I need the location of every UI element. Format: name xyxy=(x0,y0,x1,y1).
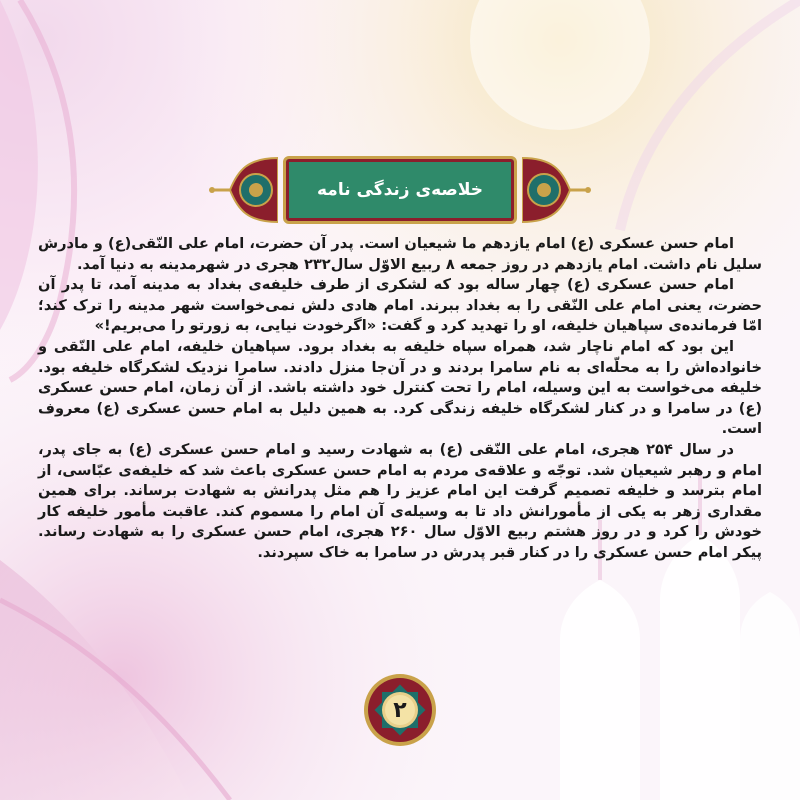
left-ornament-icon xyxy=(208,150,278,230)
right-ornament-icon xyxy=(522,150,592,230)
title-frame xyxy=(200,150,600,230)
paragraph: در سال ۲۵۴ هجری، امام علی النّقی (ع) به شهادت رسید و امام حسن عسکری (ع) به جای پدر، امام و رهبر شیعیان شد. توجّه و علاقه‌ی مردم به امام حسن عسکری باعث شد که خلیفه‌ی عبّاسی، از امام بترسد و خلیفه تصمیم گرفت این امام عزیز را هم مثل پدرانش به شهادت برساند. برای همین مقداری زهر به یکی از مأمورانش داد تا به وسیله‌ی آن امام را مسموم کند. عاقبت مأمور خلیفه کار خودش را کرد و در روز هشتم ربیع الاوّل سال ۲۶۰ هجری، امام حسن عسکری را به شهادت رساند. پیکر امام حسن عسکری را در کنار قبر پدرش در سامرا به خاک سپردند. xyxy=(38,440,763,561)
page-number: ۲ xyxy=(393,697,407,723)
paragraph: امام حسن عسکری (ع) چهار ساله بود که لشکری از طرف خلیفه‌ی بغداد به مدینه آمد، تا پدر آن حضرت، یعنی امام علی النّقی را به بغداد ببرند. امام هادی دلش نمی‌خواست شهر مدینه را ترک کند؛ امّا فرمانده‌ی سپاهیان خلیفه، او را تهدید کرد و گفت: «اگرخودت نیایی، به زورتو را می‌بریم!» xyxy=(38,276,762,335)
paragraph: این بود که امام ناچار شد، همراه سپاه خلیفه به بغداد برود. سپاهیان خلیفه، امام علی النّقی و خانواده‌اش را به محلّه‌ای به نام سامرا بردند و در آن‌جا منزل دادند. سامرا نزدیک لشکرگاه خلیفه بود. خلیفه می‌خواست به این وسیله، امام را تحت کنترل خود داشته باشد. از آن زمان، امام حسن عسکری (ع) در سامرا و در کنار لشکرگاه خلیفه زندگی کرد. به همین دلیل به امام حسن عسکری (ع) معروف است. xyxy=(38,337,762,438)
page-title: خلاصه‌ی زندگی نامه xyxy=(317,180,483,200)
title-plate xyxy=(283,156,517,224)
page-number-badge xyxy=(362,672,438,748)
biography-text xyxy=(38,234,762,564)
paragraph: امام حسن عسکری (ع) امام یازدهم ما شیعیان است. پدر آن حضرت، امام علی النّقی(ع) و مادرش سلیل نام داشت. امام یازدهم در روز جمعه ۸ ربیع الاوّل سال۲۳۲ هجری در شهرمدینه به دنیا آمد. xyxy=(38,235,762,273)
